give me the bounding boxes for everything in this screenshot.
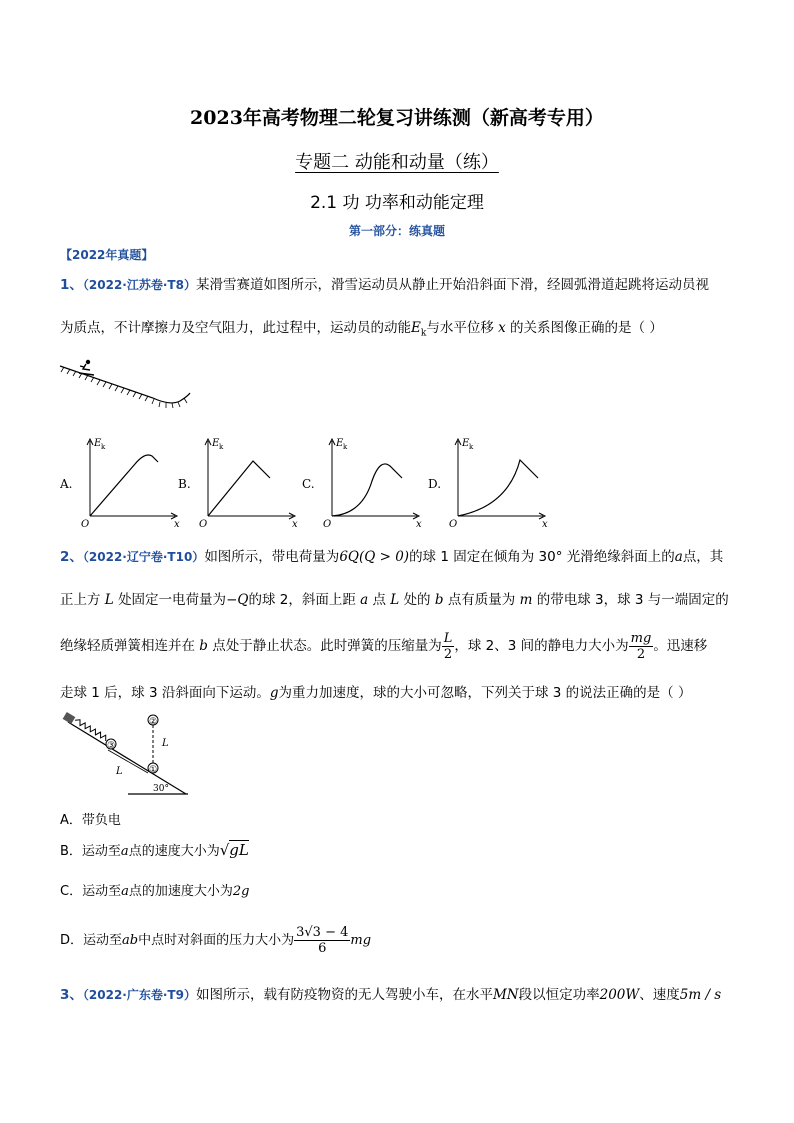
ski-slope-figure (58, 356, 198, 416)
ek-curve (458, 460, 538, 516)
y-axis-label: E (94, 438, 102, 449)
ek-curve (332, 464, 402, 516)
question-2-line-4: 走球 1 后，球 3 沿斜面向下运动。g为重力加速度，球的大小可忽略，下列关于球 3 的说法正确的是（ ） (60, 685, 692, 701)
y-axis-label-sub: k (101, 443, 106, 451)
svg-text:30°: 30° (153, 784, 169, 794)
question-text: 如图所示，带电荷量为 (204, 549, 340, 565)
q1-option-graph (178, 436, 298, 528)
symbol-ek: $E_k$ (411, 320, 427, 339)
y-axis-label-sub: k (469, 443, 474, 451)
symbol-x: x (498, 320, 506, 336)
origin-label: O (323, 519, 332, 528)
charge-expression: 6Q(Q > 0) (339, 549, 410, 565)
q1-option-a[interactable] (60, 436, 180, 532)
year-tag: 【2022年真题】 (60, 248, 154, 262)
part-title: 第一部分：练真题 (348, 224, 445, 238)
svg-text:②: ② (149, 717, 158, 727)
question-text: 为质点，不计摩擦力及空气阻力，此过程中，运动员的动能 (60, 320, 411, 336)
document-title: 2023年高考物理二轮复习讲练测（新高考专用） (190, 107, 604, 129)
question-text: 的球 1 固定在倾角为 30° 光滑绝缘斜面上的 (409, 549, 675, 565)
symbol-a: a (674, 549, 683, 565)
question-1-line-1 (60, 275, 740, 295)
question-1-line-2 (60, 318, 740, 344)
y-axis-label-sub: k (219, 443, 224, 451)
y-axis-label-sub: k (343, 443, 348, 451)
y-axis-label: E (212, 438, 220, 449)
question-number: 2、 (60, 549, 83, 565)
question-text: 某滑雪赛道如图所示，滑雪运动员从静止开始沿斜面下滑，经圆弧滑道起跳将运动员视 (195, 277, 709, 293)
ek-curve (208, 461, 270, 516)
topic-title-text: 专题二 动能和动量（练） (295, 152, 499, 173)
question-2-line-2: 正上方 L 处固定一电荷量为−Q的球 2，斜面上距 a 点 L 处的 b 点有质量为 m 的带电球 3，球 3 与一端固定的 (60, 592, 729, 608)
skier-icon (79, 360, 94, 375)
q1-option-graph (428, 436, 548, 528)
fraction-mg-over-2: $\frac{mg}{2}$ (630, 630, 652, 662)
option-label: D. (428, 477, 442, 491)
topic-title (0, 148, 794, 174)
question-text: 与水平位移 (426, 320, 494, 336)
origin-label: O (81, 519, 90, 528)
question-2-line-3: 绝缘轻质弹簧相连并在 b 点处于静止状态。此时弹簧的压缩量为 $\frac{L}{2}$ ，球 2、3 间的静电力大小为 $\frac{mg}{2}$ 。迅速移 (60, 630, 708, 662)
y-axis-label: E (462, 438, 470, 449)
q1-option-graph (60, 436, 180, 528)
ek-curve (90, 455, 158, 516)
x-axis-label: x (292, 519, 298, 528)
y-axis-label: E (336, 438, 344, 449)
svg-text:③: ③ (107, 741, 116, 751)
option-label: C. (302, 477, 315, 491)
section-title: 2.1 功 功率和动能定理 (310, 193, 484, 213)
svg-text:L: L (162, 738, 169, 749)
q2-option-c[interactable]: C．运动至a点的加速度大小为2g (60, 884, 250, 899)
q1-option-d[interactable] (428, 436, 548, 532)
q2-option-b[interactable]: B．运动至a点的速度大小为√gL (60, 841, 249, 859)
origin-label: O (449, 519, 458, 528)
svg-text:①: ① (149, 765, 158, 775)
q1-option-graph (302, 436, 422, 528)
option-label: B. (178, 477, 191, 491)
q1-option-c[interactable] (302, 436, 422, 532)
option-label: A. (60, 477, 73, 491)
incline-figure (58, 712, 193, 798)
svg-text:L: L (116, 766, 123, 777)
question-number: 1、 (60, 277, 83, 293)
x-axis-label: x (174, 519, 180, 528)
question-2-line-1 (60, 547, 740, 567)
x-axis-label: x (416, 519, 422, 528)
q1-option-b[interactable] (178, 436, 298, 532)
fraction-L-over-2: $\frac{L}{2}$ (443, 630, 453, 662)
q2-option-d[interactable]: D．运动至ab中点时对斜面的压力大小为 $\frac{3√3 - 4}{6}$ mg (60, 925, 372, 956)
x-axis-label: x (542, 519, 548, 528)
question-text: 的关系图像正确的是（ ） (510, 320, 663, 336)
question-source: （2022·辽宁卷·T10） (82, 550, 205, 564)
q2-option-a[interactable]: A．带负电 (60, 813, 121, 828)
origin-label: O (199, 519, 208, 528)
question-text: 点，其 (682, 549, 724, 565)
question-3-line-1: 3、（2022·广东卷·T9）如图所示，载有防疫物资的无人驾驶小车，在水平MN段以恒定功率200W、速度5m / s (60, 987, 722, 1003)
question-source: （2022·江苏卷·T8） (82, 278, 196, 292)
